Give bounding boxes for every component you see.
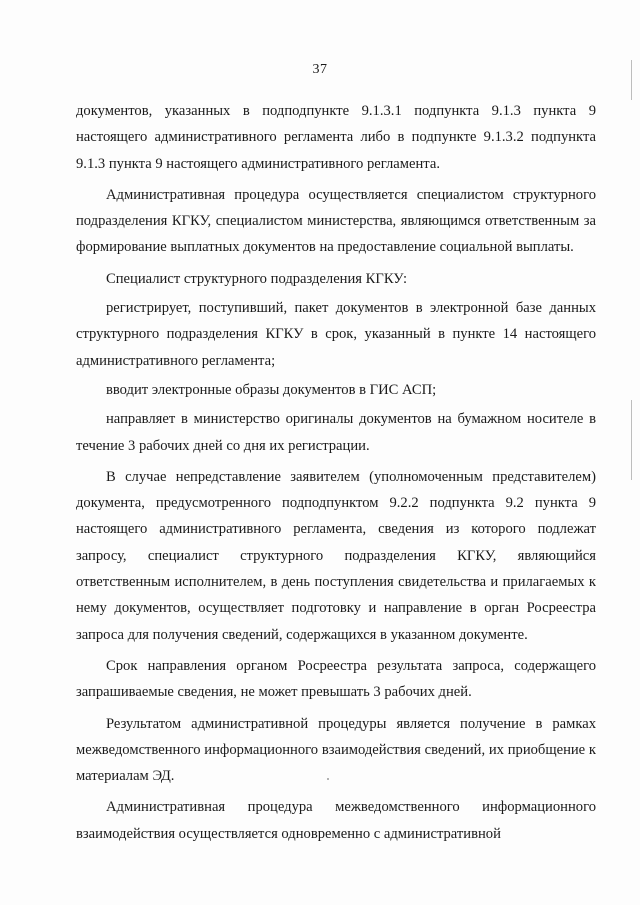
scan-edge-mark xyxy=(631,400,632,480)
document-body xyxy=(76,98,596,847)
page-number: 37 xyxy=(312,62,328,77)
scan-speck xyxy=(327,778,329,780)
paragraph-7: В случае непредставление заявителем (уполномоченным представителем) документа, предусмотренного подподпунктом 9.2.2 подпункта 9.2 пункта 9 настоящего административного регламента, сведения из которого подлежат запросу, специалист структурного подразделения КГКУ, являющийся ответственным исполнителем, в день поступления свидетельства и прилагаемых к нему документов, осуществляет подготовку и направление в орган Росреестра запроса для получения сведений, содержащихся в указанном документе. xyxy=(76,468,596,643)
paragraph-2: Административная процедура осуществляется специалистом структурного подразделения КГКУ, специалистом министерства, являющимся ответственным за формирование выплатных документов на предоставление социальной выплаты. xyxy=(76,186,596,256)
paragraph-6: направляет в министерство оригиналы документов на бумажном носителе в течение 3 рабочих дней со дня их регистрации. xyxy=(76,411,596,454)
paragraph-8: Срок направления органом Росреестра результата запроса, содержащего запрашиваемые сведения, не может превышать 3 рабочих дней. xyxy=(76,657,596,701)
paragraph-10: Административная процедура межведомственного информационного взаимодействия осуществляется одновременно с административной xyxy=(76,799,596,842)
paragraph-3: Специалист структурного подразделения КГКУ: xyxy=(106,270,408,287)
paragraph-1: документов, указанных в подподпункте 9.1.3.1 подпункта 9.1.3 пункта 9 настоящего административного регламента либо в подпункте 9.1.3.2 подпункта 9.1.3 пункта 9 настоящего административного регламента. xyxy=(76,103,596,172)
paragraph-5: вводит электронные образы документов в ГИС АСП; xyxy=(106,381,437,398)
paragraph-9: Результатом административной процедуры является получение в рамках межведомственного информационного взаимодействия сведений, их приобщение к материалам ЭД. xyxy=(76,715,596,785)
paragraph-4: регистрирует, поступивший, пакет документов в электронной базе данных структурного подразделения КГКУ в срок, указанный в пункте 14 настоящего административного регламента; xyxy=(76,300,596,369)
scan-edge-mark xyxy=(631,60,632,100)
